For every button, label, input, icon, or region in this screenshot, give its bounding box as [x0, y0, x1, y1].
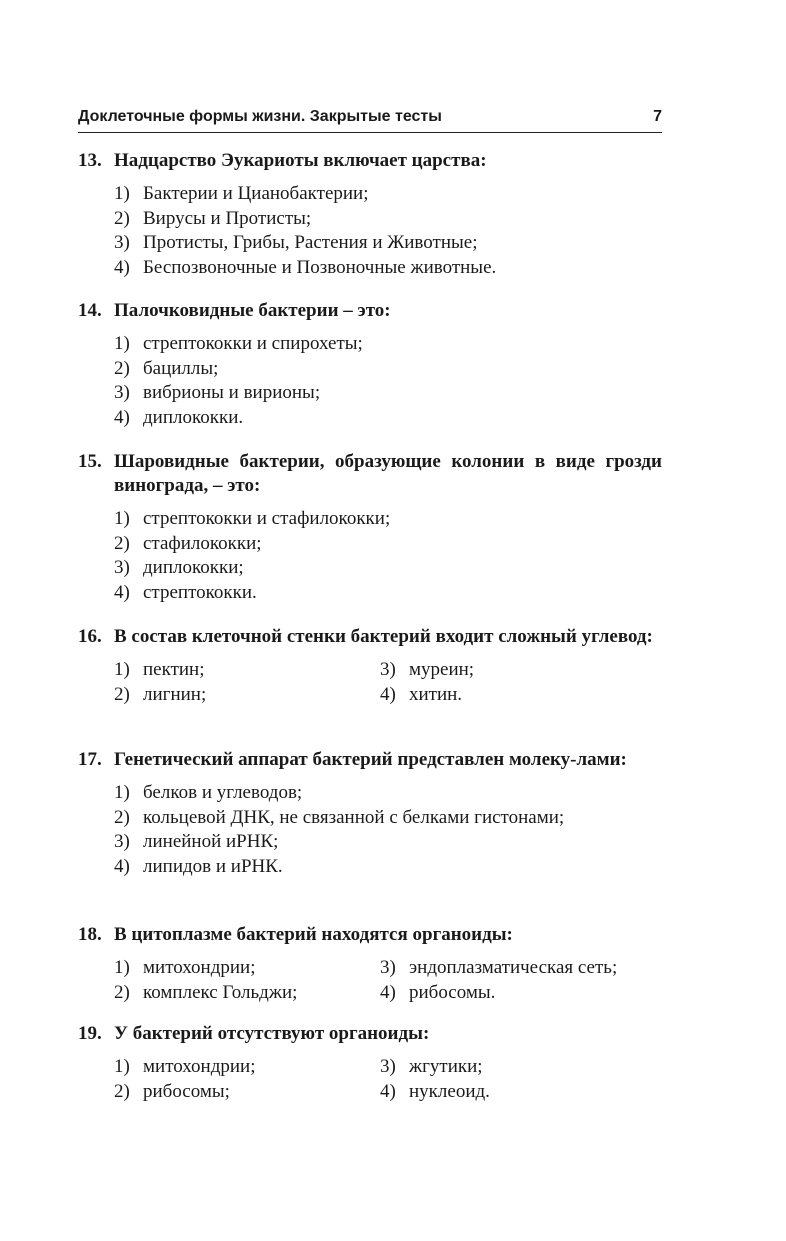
- answer-option: [114, 381, 662, 406]
- option-text: эндоплазматическая сеть;: [409, 957, 618, 978]
- option-number: 2): [114, 207, 130, 229]
- answer-option: [380, 1055, 662, 1080]
- option-text: пектин;: [143, 659, 205, 680]
- answer-option: [114, 182, 662, 207]
- option-number: 1): [114, 333, 130, 354]
- option-text: комплекс Гольджи;: [143, 981, 298, 1003]
- answer-option: [380, 658, 662, 683]
- answer-option: [380, 1080, 662, 1105]
- option-number: 4): [380, 1080, 396, 1102]
- question-heading: [78, 299, 662, 323]
- question-text: Палочковидные бактерии – это:: [114, 300, 391, 321]
- option-number: 4): [114, 406, 130, 428]
- option-number: 4): [114, 581, 130, 603]
- option-number: 2): [114, 532, 130, 554]
- answer-option: [114, 1055, 380, 1080]
- question-heading: [78, 625, 662, 649]
- option-text: муреин;: [409, 659, 475, 680]
- option-text: вибрионы и вирионы;: [143, 382, 321, 403]
- option-text: бациллы;: [143, 357, 219, 379]
- answer-option: [114, 806, 662, 831]
- question-19: [78, 1022, 662, 1104]
- question-number: 13.: [78, 150, 102, 171]
- question-number: 16.: [78, 626, 102, 647]
- option-text: Вирусы и Протисты;: [143, 207, 312, 229]
- option-text: линейной иРНК;: [143, 831, 279, 852]
- answer-option: [380, 956, 662, 981]
- question-heading: [78, 450, 662, 498]
- answer-list: [78, 781, 662, 879]
- option-number: 1): [114, 183, 130, 204]
- option-number: 3): [380, 957, 396, 978]
- answer-option: [114, 231, 662, 256]
- option-text: Протисты, Грибы, Растения и Животные;: [143, 232, 478, 253]
- answer-option: [114, 781, 662, 806]
- option-number: 2): [114, 683, 130, 705]
- answer-list: [78, 507, 662, 605]
- question-number: 19.: [78, 1023, 102, 1044]
- option-number: 1): [114, 659, 130, 680]
- answer-option: [114, 581, 662, 606]
- option-number: 4): [380, 683, 396, 705]
- answer-option: [114, 855, 662, 880]
- answer-option: [114, 683, 380, 708]
- answer-option: [114, 207, 662, 232]
- question-14: [78, 299, 662, 430]
- answer-option: [114, 507, 662, 532]
- answer-option: [114, 981, 380, 1006]
- option-number: 1): [114, 957, 130, 978]
- question-18: [78, 923, 662, 1005]
- option-text: диплококки.: [143, 406, 244, 428]
- answer-option: [114, 357, 662, 382]
- option-text: стрептококки и спирохеты;: [143, 333, 363, 354]
- option-text: митохондрии;: [143, 957, 256, 978]
- question-text: Шаровидные бактерии, образующие колонии в виде грозди винограда, – это:: [114, 451, 662, 496]
- option-text: стрептококки и стафилококки;: [143, 508, 391, 529]
- question-number: 14.: [78, 300, 102, 321]
- option-text: Беспозвоночные и Позвоночные животные.: [143, 256, 497, 278]
- page-number: 7: [653, 108, 662, 125]
- question-heading: [78, 1022, 662, 1046]
- answer-grid: [78, 956, 662, 1005]
- option-number: 2): [114, 806, 130, 828]
- answer-list: [78, 332, 662, 430]
- option-number: 1): [114, 508, 130, 529]
- answer-option: [114, 532, 662, 557]
- answer-option: [114, 1080, 380, 1105]
- option-number: 2): [114, 1080, 130, 1102]
- question-text: Надцарство Эукариоты включает царства:: [114, 150, 487, 171]
- option-number: 4): [380, 981, 396, 1003]
- answer-option: [114, 556, 662, 581]
- answer-grid: [78, 658, 662, 707]
- option-number: 3): [114, 557, 130, 578]
- answer-option: [114, 956, 380, 981]
- answer-grid: [78, 1055, 662, 1104]
- option-number: 1): [114, 782, 130, 803]
- option-number: 3): [380, 1056, 396, 1077]
- option-text: лигнин;: [143, 683, 207, 705]
- option-text: стрептококки.: [143, 581, 257, 603]
- option-text: хитин.: [409, 683, 463, 705]
- answer-option: [114, 830, 662, 855]
- option-text: жгутики;: [409, 1056, 483, 1077]
- answer-option: [114, 658, 380, 683]
- answer-option: [380, 683, 662, 708]
- answer-list: [78, 182, 662, 280]
- question-number: 18.: [78, 924, 102, 945]
- option-text: Бактерии и Цианобактерии;: [143, 183, 369, 204]
- answer-option: [114, 332, 662, 357]
- answer-option: [114, 256, 662, 281]
- option-number: 2): [114, 981, 130, 1003]
- question-text: В состав клеточной стенки бактерий входит сложный углевод:: [114, 626, 653, 647]
- question-heading: [78, 149, 662, 173]
- option-text: липидов и иРНК.: [143, 855, 283, 877]
- option-number: 2): [114, 357, 130, 379]
- option-number: 3): [114, 382, 130, 403]
- question-heading: [78, 748, 662, 772]
- option-number: 3): [114, 232, 130, 253]
- question-text: Генетический аппарат бактерий представлен молеку-лами:: [114, 749, 627, 770]
- header-title: Доклеточные формы жизни. Закрытые тесты: [78, 108, 442, 125]
- question-15: [78, 450, 662, 605]
- answer-option: [114, 406, 662, 431]
- question-13: [78, 149, 662, 280]
- question-heading: [78, 923, 662, 947]
- question-17: [78, 748, 662, 879]
- option-text: рибосомы;: [143, 1080, 230, 1102]
- option-text: нуклеоид.: [409, 1080, 490, 1102]
- question-number: 15.: [78, 451, 102, 472]
- option-text: белков и углеводов;: [143, 782, 303, 803]
- option-number: 3): [380, 659, 396, 680]
- question-text: У бактерий отсутствуют органоиды:: [114, 1023, 430, 1044]
- option-text: стафилококки;: [143, 532, 262, 554]
- option-text: кольцевой ДНК, не связанной с белками гистонами;: [143, 806, 565, 828]
- running-header: [78, 106, 662, 133]
- option-text: митохондрии;: [143, 1056, 256, 1077]
- answer-option: [380, 981, 662, 1006]
- option-number: 1): [114, 1056, 130, 1077]
- option-text: рибосомы.: [409, 981, 496, 1003]
- question-16: [78, 625, 662, 707]
- option-text: диплококки;: [143, 557, 244, 578]
- question-number: 17.: [78, 749, 102, 770]
- question-text: В цитоплазме бактерий находятся органоиды:: [114, 924, 513, 945]
- option-number: 4): [114, 855, 130, 877]
- option-number: 4): [114, 256, 130, 278]
- option-number: 3): [114, 831, 130, 852]
